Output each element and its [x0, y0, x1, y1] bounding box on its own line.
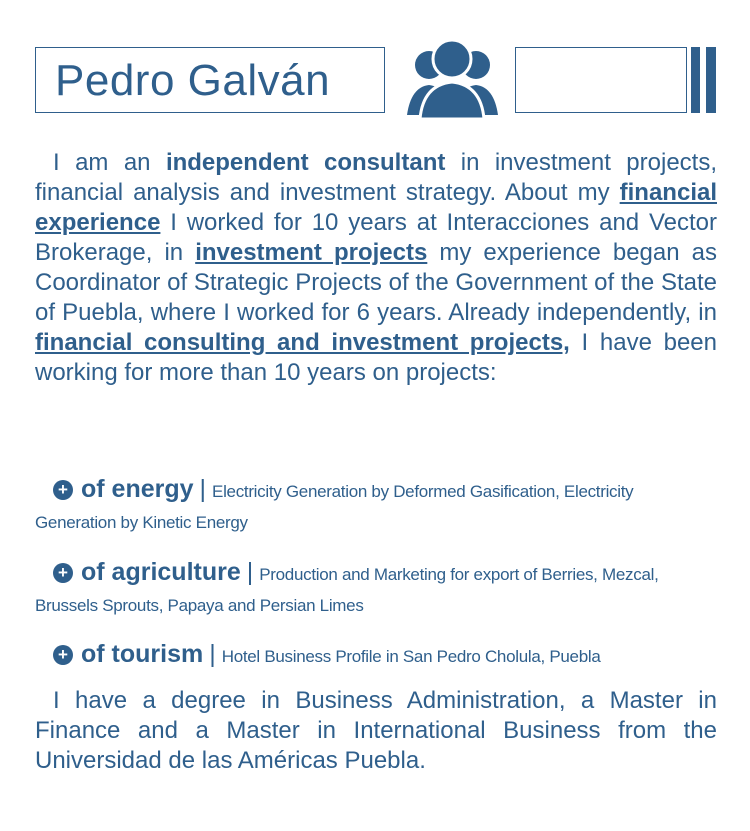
intro-text: my experience began as Coordinator of Strategic Projects of the Government of the State of Puebla, where I worked for 6 years. Already independently, in: [35, 239, 717, 326]
plus-circle-icon: +: [53, 563, 73, 583]
header: [0, 0, 750, 125]
plus-circle-icon: +: [53, 480, 73, 500]
header-accent-bar: [691, 47, 700, 113]
item-description: Hotel Business Profile in San Pedro Cholula, Puebla: [221, 647, 601, 666]
intro-text: I am an: [53, 149, 166, 176]
investment-projects-link[interactable]: investment projects: [195, 239, 428, 266]
list-item-tourism: [35, 639, 717, 672]
list-item-agriculture: [35, 557, 717, 621]
header-accent-bar: [706, 47, 716, 113]
item-separator: |: [209, 640, 216, 668]
intro-highlight: independent consultant: [165, 149, 446, 176]
intro-text: I worked for 10 years at Interacciones and Vector Brokerage, in: [35, 209, 717, 266]
item-separator: |: [199, 475, 207, 503]
item-description: Production and Marketing for export of Berries, Mezcal, Brussels Sprouts, Papaya and Persian Limes: [35, 565, 659, 615]
person-name: Pedro Galván: [55, 56, 331, 105]
item-category: of agriculture: [81, 558, 241, 586]
closing-text: I have a degree in Business Administration, a Master in Finance and a Master in International Business from the Universidad de las Américas Puebla.: [35, 687, 717, 774]
intro-paragraph: [35, 148, 717, 388]
item-category: of energy: [81, 475, 194, 503]
item-separator: |: [246, 558, 254, 586]
intro-text: I have been working for more than 10 years on projects:: [35, 329, 718, 386]
financial-consulting-link[interactable]: financial consulting and investment projects,: [35, 329, 570, 356]
financial-experience-link[interactable]: financial experience: [35, 179, 717, 236]
header-right-frame: [515, 47, 687, 113]
item-description: Electricity Generation by Deformed Gasification, Electricity Generation by Kinetic Energy: [35, 482, 634, 532]
intro-text: in investment projects, financial analysis and investment strategy. About my: [35, 149, 718, 206]
item-category: of tourism: [81, 640, 204, 668]
people-group-icon: [390, 35, 515, 125]
list-item-energy: [35, 474, 717, 538]
plus-circle-icon: +: [53, 645, 73, 665]
closing-paragraph: [35, 686, 717, 776]
